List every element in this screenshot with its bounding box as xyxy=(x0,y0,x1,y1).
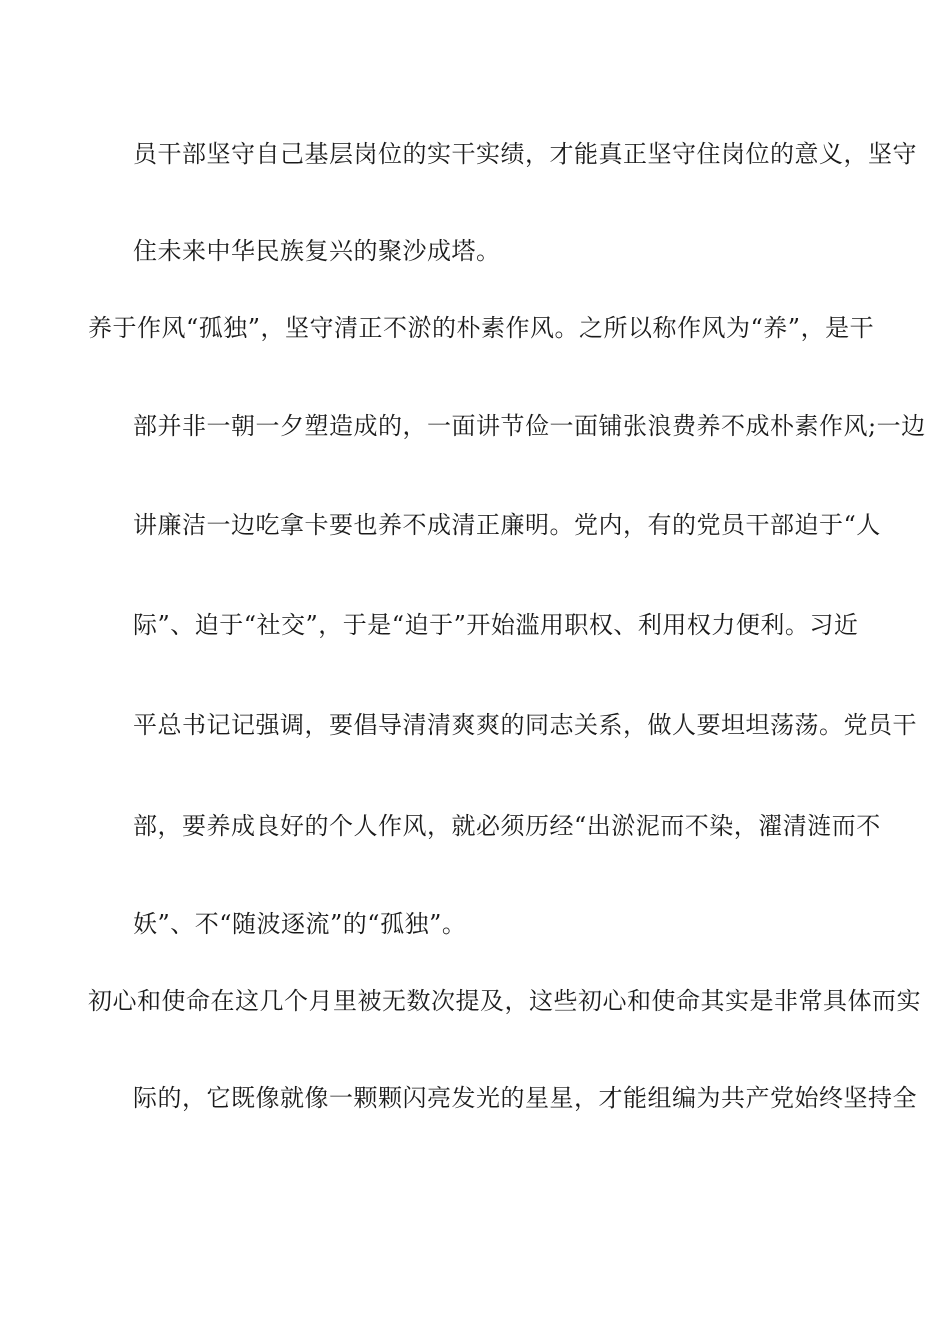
text-line: 部并非一朝一夕塑造成的，一面讲节俭一面铺张浪费养不成朴素作风;一边 xyxy=(133,412,926,440)
paragraph-start-line: 初心和使命在这几个月里被无数次提及，这些初心和使命其实是非常具体而实 xyxy=(88,987,921,1015)
text-line: 妖”、不“随波逐流”的“孤独”。 xyxy=(133,910,467,938)
text-line: 住未来中华民族复兴的聚沙成塔。 xyxy=(133,237,501,265)
text-line: 平总书记记强调，要倡导清清爽爽的同志关系，做人要坦坦荡荡。党员干 xyxy=(133,711,917,739)
text-line: 部，要养成良好的个人作风，就必须历经“出淤泥而不染，濯清涟而不 xyxy=(133,812,881,840)
text-line: 际的，它既像就像一颗颗闪亮发光的星星，才能组编为共产党始终坚持全 xyxy=(133,1084,917,1112)
text-line: 讲廉洁一边吃拿卡要也养不成清正廉明。党内，有的党员干部迫于“人 xyxy=(133,511,881,539)
text-line: 员干部坚守自己基层岗位的实干实绩，才能真正坚守住岗位的意义，坚守 xyxy=(133,140,917,168)
paragraph-start-line: 养于作风“孤独”，坚守清正不淤的朴素作风。之所以称作风为“养”，是干 xyxy=(88,314,875,342)
text-line: 际”、迫于“社交”，于是“迫于”开始滥用职权、利用权力便利。习近 xyxy=(133,611,859,639)
